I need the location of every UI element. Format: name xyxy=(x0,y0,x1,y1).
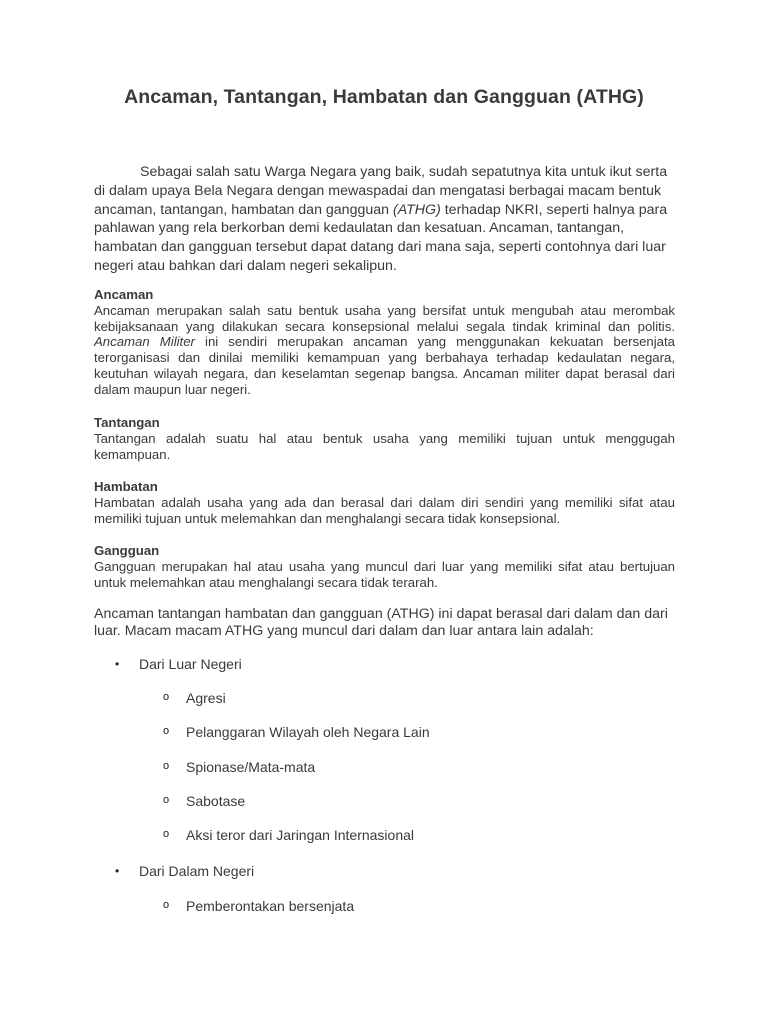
sub-bullet-icon: o xyxy=(163,725,170,737)
list-group-label-dalam-negeri: Dari Dalam Negeri xyxy=(139,863,255,879)
list-item: Sabotase xyxy=(186,793,246,809)
section-tantangan xyxy=(94,415,675,462)
section-heading-tantangan: Tantangan xyxy=(94,415,160,430)
list-item: Pelanggaran Wilayah oleh Negara Lain xyxy=(186,724,430,740)
intro-text-part2: terhadap NKRI, seperti halnya para pahlawan yang rela berkorban demi kedaulatan dan kesatuan. Ancaman, tantangan, hambatan dan gangguan tersebut dapat datang dari mana saja, seperti contohnya dari luar negeri atau bahkan dari dalam negeri sekalipun. xyxy=(94,201,668,274)
sub-bullet-icon: o xyxy=(163,691,170,703)
intro-italic-athg: (ATHG) xyxy=(392,201,441,218)
list-item: Pemberontakan bersenjata xyxy=(186,898,355,914)
intro-text xyxy=(94,163,674,276)
section-heading-gangguan: Gangguan xyxy=(94,543,160,558)
list-item: Aksi teror dari Jaringan Internasional xyxy=(186,827,415,843)
ancaman-italic-militer: Ancaman Militer xyxy=(94,334,195,350)
ancaman-text-part2: ini sendiri merupakan ancaman yang menggunakan kekuatan bersenjata terorganisasi dan dinilai memiliki kemampuan yang berbahaya terhadap kedaulatan negara, keutuhan wilayah negara, dan keselamtan segenap bangsa. Ancaman militer dapat berasal dari dalam maupun luar negeri. xyxy=(94,334,676,397)
section-body-hambatan: Hambatan adalah usaha yang ada dan berasal dari dalam diri sendiri yang memiliki sifat atau memiliki tujuan untuk melemahkan dan menghalangi secara tidak konsepsional. xyxy=(94,494,675,526)
section-ancaman xyxy=(94,287,675,398)
sub-bullet-icon: o xyxy=(163,760,170,772)
section-body-gangguan: Gangguan merupakan hal atau usaha yang muncul dari luar yang memiliki sifat atau bertujuan untuk melemahkan atau menghalangi secara tidak terarah. xyxy=(94,558,675,590)
section-heading-hambatan: Hambatan xyxy=(94,479,158,494)
list-group-label-luar-negeri: Dari Luar Negeri xyxy=(139,656,242,672)
intro-paragraph xyxy=(94,163,674,276)
intro-text-part1: Sebagai salah satu Warga Negara yang baik, sudah sepatutnya kita untuk ikut serta di dalam upaya Bela Negara dengan mewaspadai dan mengatasi berbagai macam bentuk ancaman, tantangan, hambatan dan gangguan xyxy=(94,164,668,218)
section-body-ancaman xyxy=(94,303,675,398)
bullet-icon: • xyxy=(115,864,120,878)
section-hambatan xyxy=(94,479,675,526)
section-body-tantangan: Tantangan adalah suatu hal atau bentuk usaha yang memiliki tujuan untuk menggugah kemampuan. xyxy=(94,430,675,462)
sub-bullet-icon: o xyxy=(163,899,170,911)
sub-bullet-icon: o xyxy=(163,828,170,840)
list-item: Agresi xyxy=(186,690,226,706)
page-title: Ancaman, Tantangan, Hambatan dan Gangguan (ATHG) xyxy=(124,86,644,108)
closing-paragraph: Ancaman tantangan hambatan dan gangguan (ATHG) ini dapat berasal dari dalam dan dari luar. Macam macam ATHG yang muncul dari dalam dan luar antara lain adalah: xyxy=(94,606,668,639)
list-item: Spionase/Mata-mata xyxy=(186,759,316,775)
section-gangguan xyxy=(94,543,675,590)
ancaman-text-part1: Ancaman merupakan salah satu bentuk usaha yang bersifat untuk mengubah atau merombak kebijaksanaan yang dilakukan secara konsepsional melalui segala tindak kriminal dan politis. xyxy=(94,302,675,334)
bullet-icon: • xyxy=(115,657,120,671)
sub-bullet-icon: o xyxy=(163,794,170,806)
section-heading-ancaman: Ancaman xyxy=(94,287,154,302)
